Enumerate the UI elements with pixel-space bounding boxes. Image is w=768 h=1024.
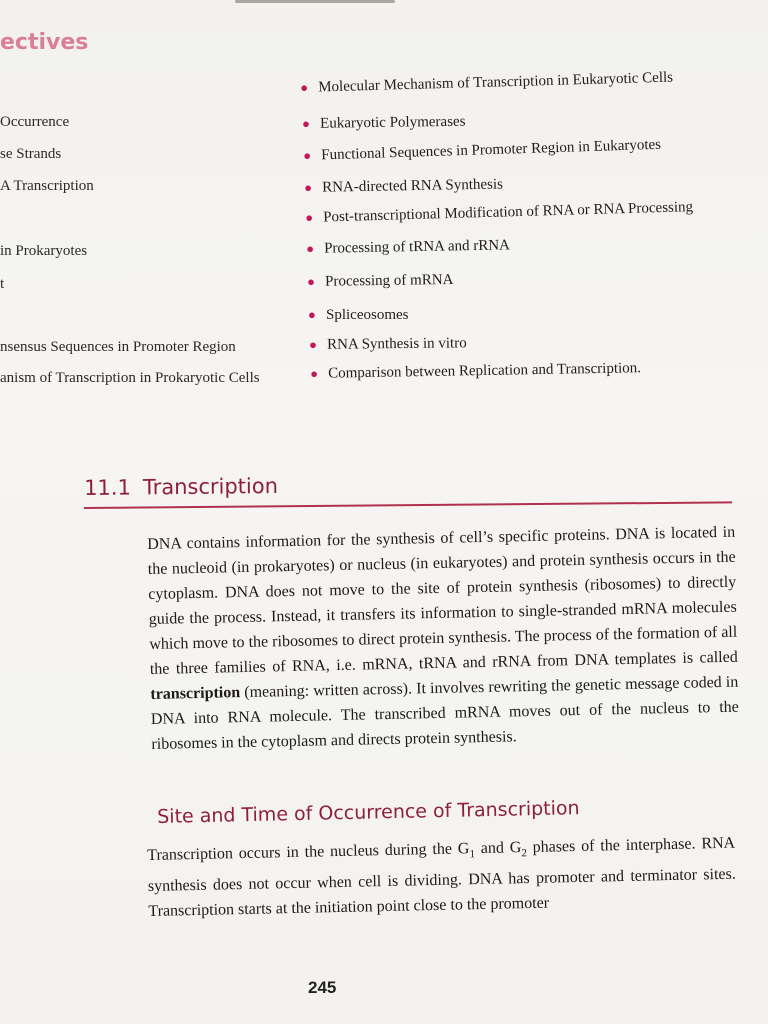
section-divider (84, 501, 732, 509)
right-list-item (303, 137, 661, 165)
left-list-item: A Transcription (0, 178, 94, 194)
paragraph-text: Transcription occurs in the nucleus during the G (147, 840, 470, 864)
right-list-label: Functional Sequences in Promoter Region in Eukaryotes (320, 136, 662, 164)
subsection-heading: Site and Time of Occurrence of Transcription (157, 797, 580, 828)
right-list-item (309, 335, 467, 354)
subscript: 1 (469, 848, 476, 861)
paragraph-text: (meaning: written across). It involves rewriting the genetic message coded in DNA into RNA molecule. The transcribed mRNA moves out of the nucleus to the ribosomes in the cytoplasm and directs protein synthesis. (150, 673, 739, 753)
bullet-icon: ● (300, 79, 309, 95)
bullet-icon: ● (306, 240, 315, 256)
section-heading (84, 474, 278, 500)
bullet-icon: ● (308, 307, 316, 322)
section-title: Transcription (142, 473, 279, 500)
right-list-item (310, 360, 641, 383)
bullet-icon: ● (309, 336, 318, 352)
objectives-heading: ectives (0, 30, 89, 55)
bullet-icon: ● (310, 365, 319, 381)
bullet-icon: ● (305, 209, 314, 225)
right-list-label: Processing of tRNA and rRNA (323, 237, 511, 257)
right-list-label: RNA-directed RNA Synthesis (321, 176, 504, 196)
right-list-label: Spliceosomes (326, 307, 409, 323)
left-list-item: anism of Transcription in Prokaryotic Cells (0, 370, 260, 386)
right-list-label: Post-transcriptional Modification of RNA or RNA Processing (322, 199, 694, 226)
right-list-label: Processing of mRNA (324, 271, 454, 290)
right-list-label: Comparison between Replication and Transcription. (327, 360, 642, 382)
bullet-icon: ● (302, 115, 311, 131)
paragraph-text: and G (474, 839, 522, 858)
section-number: 11.1 (84, 475, 132, 500)
left-list-item: Occurrence (0, 114, 70, 130)
left-list-item: nsensus Sequences in Promoter Region (0, 339, 236, 355)
left-objectives-list (0, 0, 290, 400)
right-list-item (300, 70, 673, 97)
right-list-item (304, 177, 503, 197)
right-list-label: Eukaryotic Polymerases (319, 113, 466, 132)
paragraph-text: phases of the interphase. RNA synthesis does not occur when cell is dividing. DNA has promoter and terminator sites. Transcription starts at the initiation point close to the promoter (147, 834, 736, 921)
right-list-item (307, 272, 454, 291)
left-list-item: t (0, 276, 5, 292)
paragraph-text: DNA contains information for the synthesis of cell’s specific proteins. DNA is located in the nucleoid (in prokaryotes) or nucleus (in eukaryotes) and protein synthesis occurs in the cytoplasm. DNA does not move to the site of protein synthesis (ribosomes) to directly guide the process. Instead, it transfers its information to single-stranded mRNA molecules which move to the ribosomes to direct protein synthesis. The process of the formation of all the three families of RNA, i.e. mRNA, tRNA and rRNA from DNA templates is called (147, 523, 738, 678)
left-list-item: se Strands (0, 146, 62, 162)
body-paragraph (147, 831, 737, 924)
right-list-item (306, 237, 510, 258)
right-list-item (302, 114, 466, 133)
right-list-item (308, 307, 409, 324)
body-paragraph (147, 520, 740, 757)
right-list-item (305, 199, 693, 227)
left-list-item: in Prokaryotes (0, 243, 88, 259)
bullet-icon: ● (304, 179, 313, 195)
bold-term: transcription (150, 684, 241, 703)
bullet-icon: ● (307, 273, 316, 289)
page-number: 245 (308, 978, 337, 997)
subscript: 2 (521, 847, 528, 860)
right-list-label: RNA Synthesis in vitro (326, 335, 467, 353)
right-objectives-list (300, 0, 760, 400)
right-list-label: Molecular Mechanism of Transcription in Eukaryotic Cells (317, 69, 674, 96)
bullet-icon: ● (303, 147, 312, 163)
